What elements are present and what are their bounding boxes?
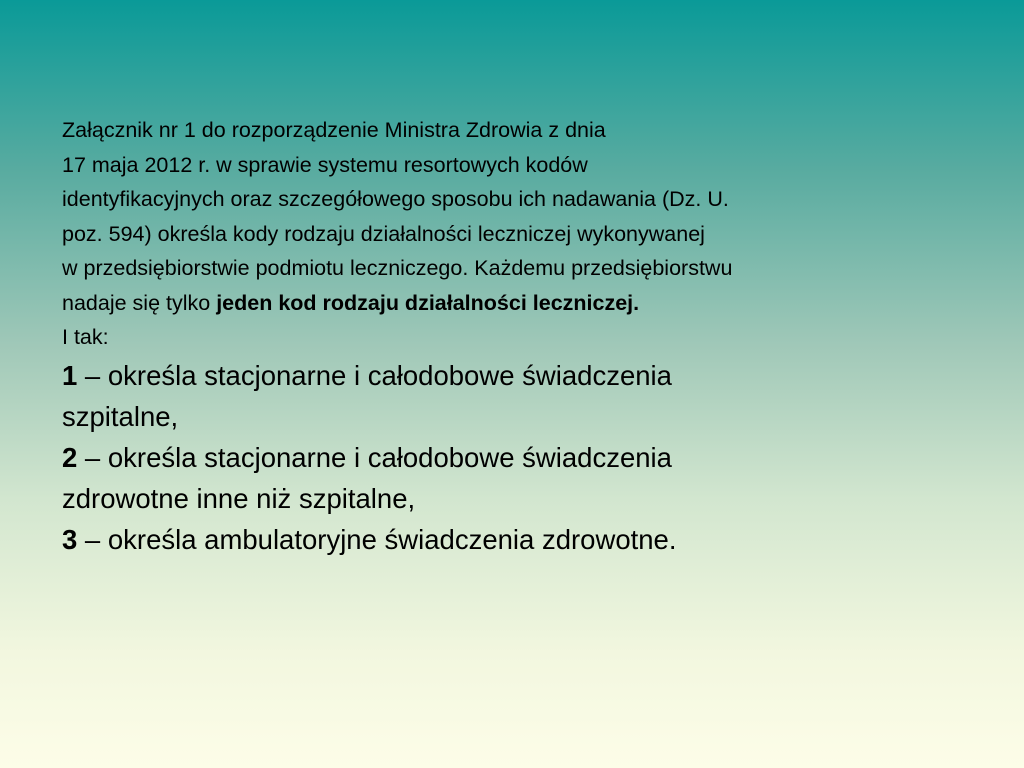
code-number: 3	[62, 523, 78, 555]
code-description-cont: szpitalne,	[62, 400, 179, 432]
intro-line: 17 maja 2012 r. w sprawie systemu resortowych kodów	[62, 152, 588, 177]
intro-line: identyfikacyjnych oraz szczegółowego sposobu ich nadawania (Dz. U.	[62, 187, 729, 211]
lead-in: I tak:	[62, 325, 109, 349]
intro-line-prefix: nadaje się tylko	[62, 290, 217, 315]
code-item-2	[62, 437, 1002, 519]
code-description: – określa stacjonarne i całodobowe świadczenia	[77, 359, 672, 391]
code-description: – określa stacjonarne i całodobowe świadczenia	[77, 441, 672, 473]
code-description: – określa ambulatoryjne świadczenia zdrowotne.	[77, 523, 677, 555]
code-number: 2	[62, 441, 78, 473]
intro-paragraph	[62, 113, 1002, 355]
intro-line: w przedsiębiorstwie podmiotu leczniczego. Każdemu przedsiębiorstwu	[62, 256, 733, 280]
code-item-1	[62, 355, 1002, 437]
slide-body	[62, 113, 1002, 560]
intro-line: poz. 594) określa kody rodzaju działalności leczniczej wykonywanej	[62, 221, 705, 246]
bold-phrase: jeden kod rodzaju działalności leczniczej.	[216, 290, 640, 315]
code-description-cont: zdrowotne inne niż szpitalne,	[62, 482, 416, 514]
code-list	[62, 355, 1002, 560]
code-number: 1	[62, 359, 78, 391]
code-item-3	[62, 519, 1002, 560]
intro-line: Załącznik nr 1 do rozporządzenie Ministra Zdrowia z dnia	[62, 118, 606, 142]
intro-line-emphasis	[62, 286, 1002, 321]
